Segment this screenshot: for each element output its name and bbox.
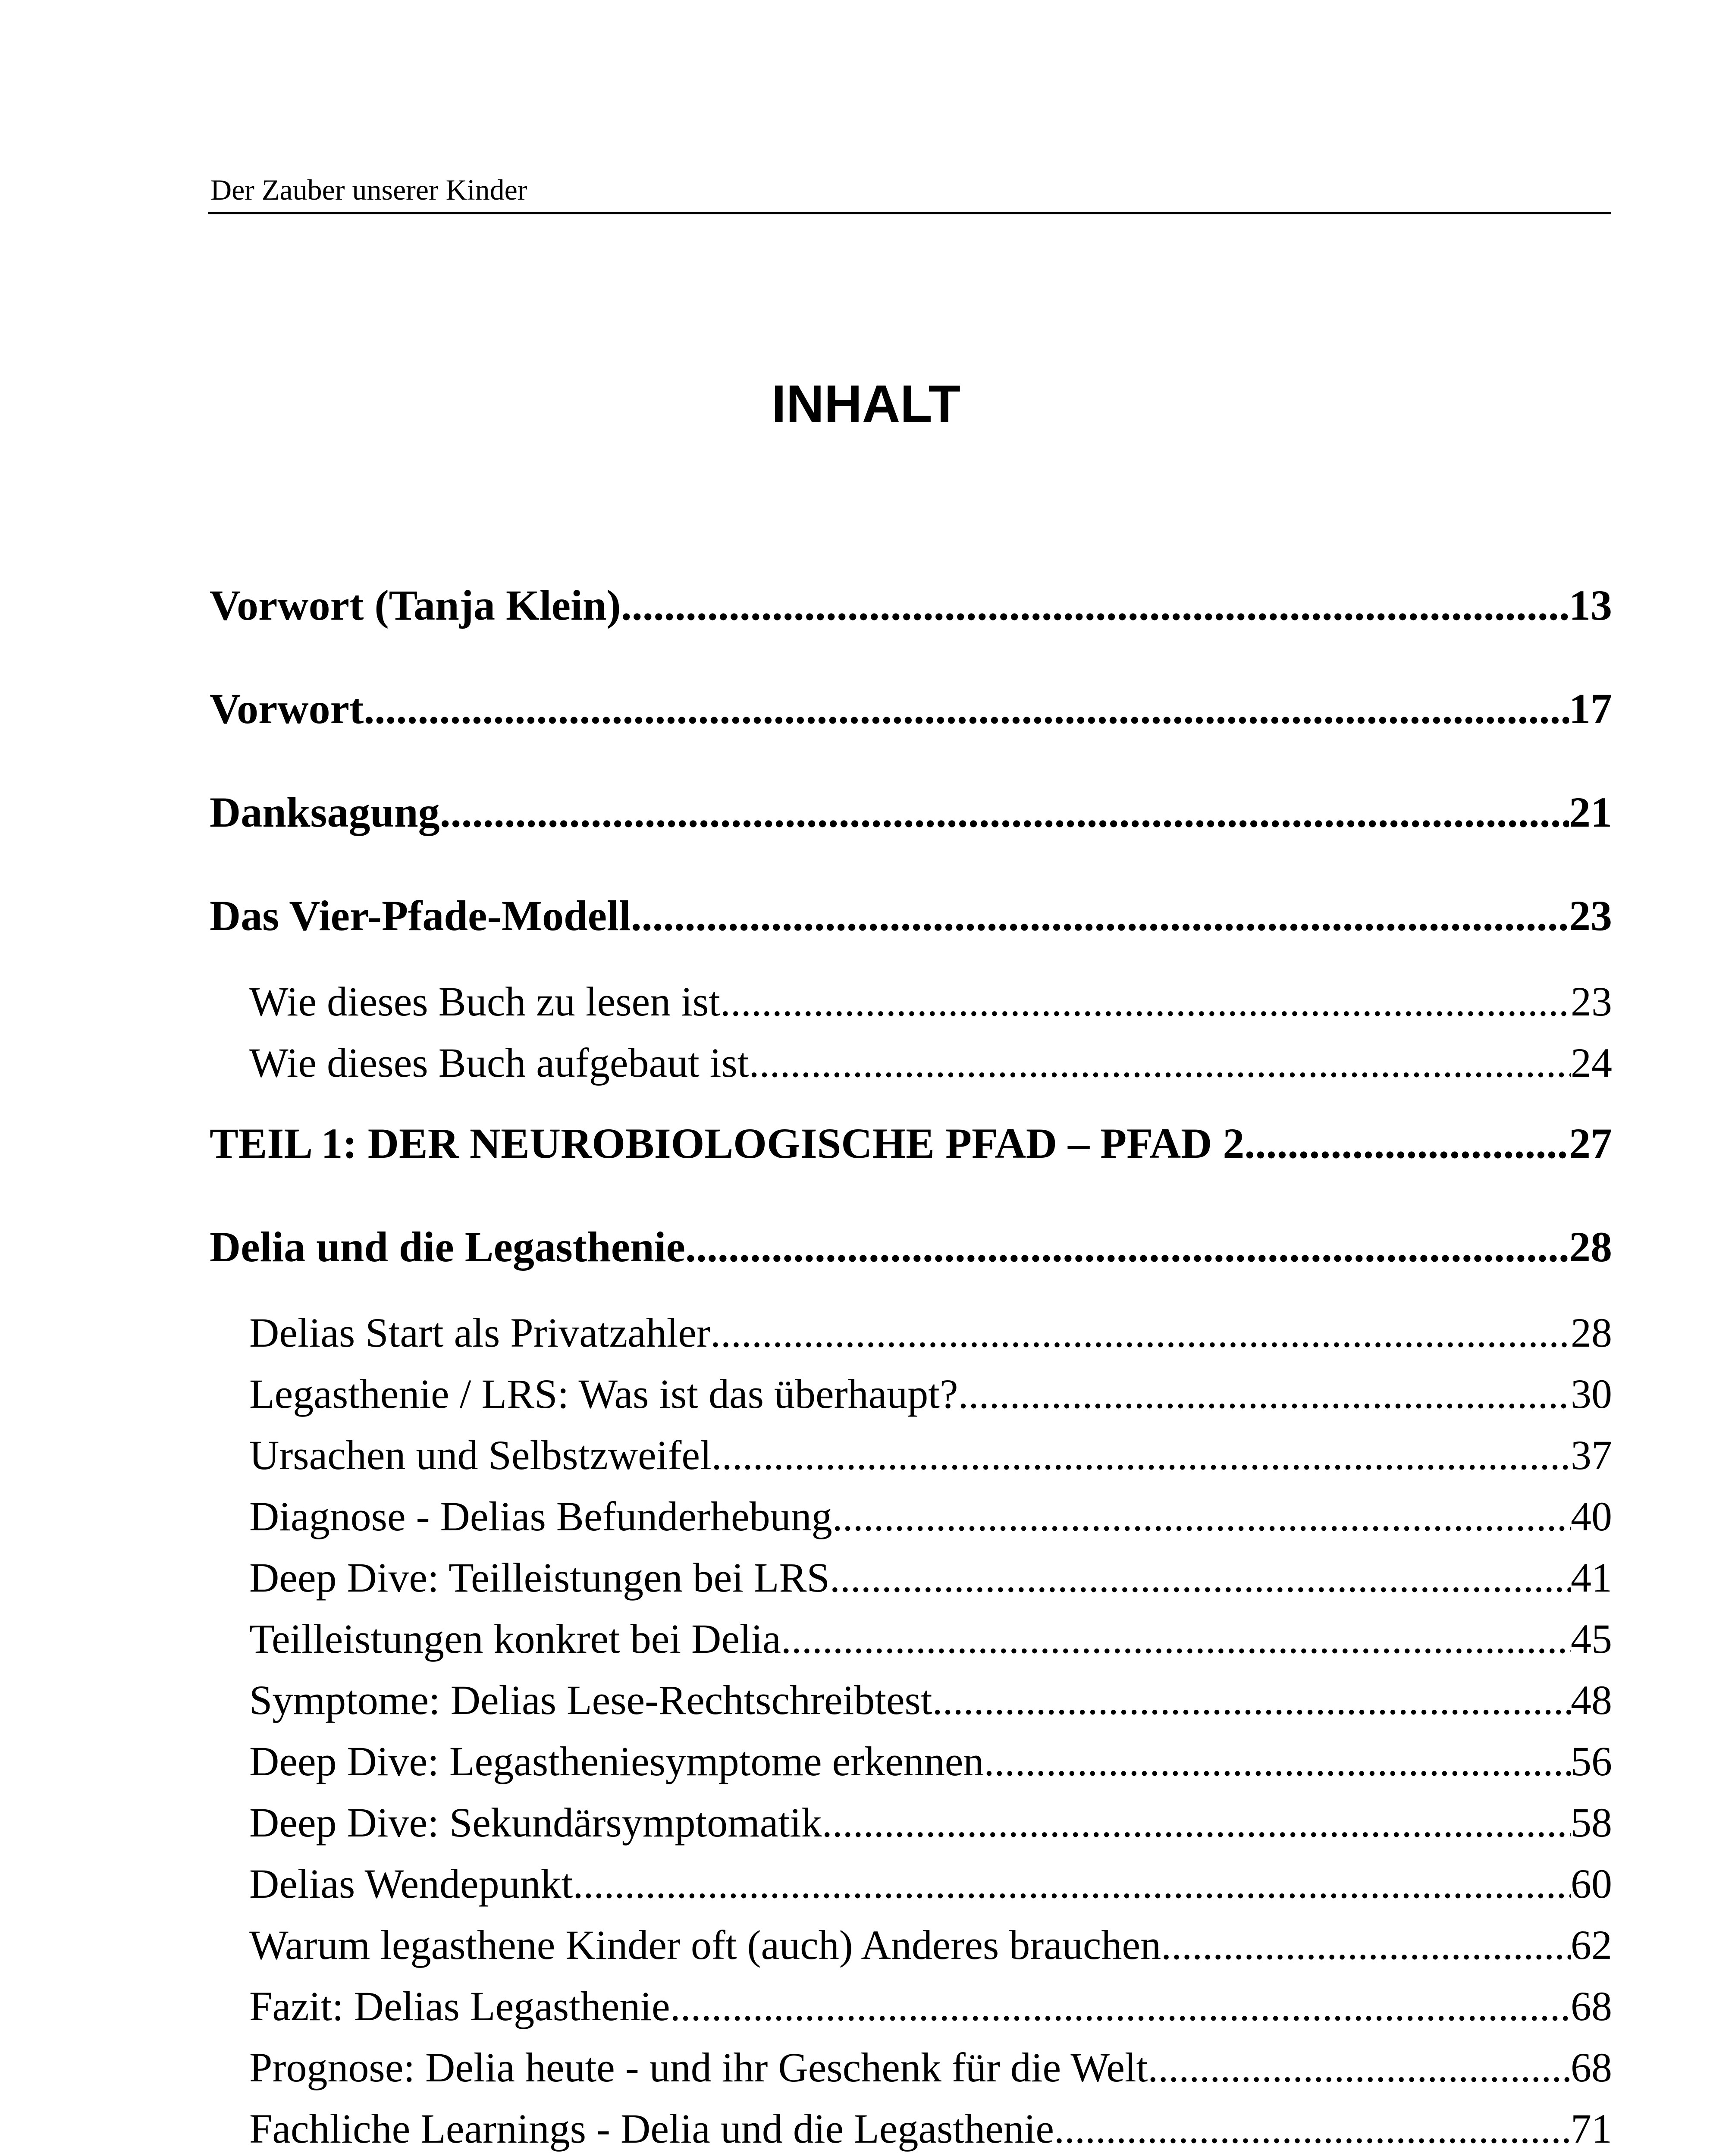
toc-entry-title: Deep Dive: Teilleistungen bei LRS xyxy=(249,1554,830,1601)
toc-entry[interactable] xyxy=(249,977,1612,1026)
toc-dot-leader xyxy=(958,1369,1571,1419)
toc-entry-page: 23 xyxy=(1571,978,1612,1025)
toc-entry[interactable] xyxy=(249,1676,1612,1725)
toc-dot-leader xyxy=(1161,1921,1571,1970)
toc-entry-title: Deep Dive: Legastheniesymptome erkennen xyxy=(249,1738,984,1784)
toc-entry[interactable] xyxy=(210,580,1612,631)
toc-entry-page: 58 xyxy=(1571,1799,1612,1846)
toc-entry-title: Fazit: Delias Legasthenie xyxy=(249,1983,670,2029)
toc-entry-page: 40 xyxy=(1571,1493,1612,1539)
toc-entry[interactable] xyxy=(249,2104,1612,2153)
toc-entry-title: Diagnose - Delias Befunderhebung xyxy=(249,1493,832,1539)
toc-dot-leader xyxy=(710,1308,1571,1357)
toc-entry[interactable] xyxy=(249,1369,1612,1419)
toc-entry-title: Ursachen und Selbstzweifel xyxy=(249,1432,712,1478)
toc-entry-page: 68 xyxy=(1571,1983,1612,2029)
toc-entry-page: 37 xyxy=(1571,1432,1612,1478)
toc-dot-leader xyxy=(440,787,1569,838)
toc-entry-page: 68 xyxy=(1571,2044,1612,2090)
toc-entry-page: 13 xyxy=(1569,581,1612,629)
toc-dot-leader xyxy=(832,1492,1571,1541)
toc-dot-leader xyxy=(830,1553,1571,1602)
toc-entry-title: Deep Dive: Sekundärsymptomatik xyxy=(249,1799,822,1846)
toc-entry-page: 71 xyxy=(1571,2106,1612,2152)
toc-entry-page: 30 xyxy=(1571,1371,1612,1417)
toc-entry-page: 41 xyxy=(1571,1554,1612,1601)
toc-entry-page: 27 xyxy=(1569,1119,1612,1167)
toc-entry[interactable] xyxy=(210,683,1612,735)
toc-entry[interactable] xyxy=(249,1921,1612,1970)
toc-dot-leader xyxy=(670,1982,1571,2031)
toc-entry-title: Vorwort xyxy=(210,685,364,733)
toc-entry[interactable] xyxy=(249,1798,1612,1847)
toc-entry-page: 23 xyxy=(1569,892,1612,940)
toc-dot-leader xyxy=(1054,2104,1571,2153)
toc-entry[interactable] xyxy=(210,890,1612,942)
toc-entry[interactable] xyxy=(249,1431,1612,1480)
toc-entry-title: Teilleistungen konkret bei Delia xyxy=(249,1616,781,1662)
toc-entry[interactable] xyxy=(249,1614,1612,1664)
toc-entry-title: Vorwort (Tanja Klein) xyxy=(210,581,621,629)
toc-dot-leader xyxy=(1244,1118,1569,1169)
toc-entry-title: Symptome: Delias Lese-Rechtschreibtest xyxy=(249,1677,932,1723)
toc-entry-title: Das Vier-Pfade-Modell xyxy=(210,892,631,940)
toc-entry-title: Warum legasthene Kinder oft (auch) Anderes brauchen xyxy=(249,1922,1161,1968)
toc-entry-title: TEIL 1: DER NEUROBIOLOGISCHE PFAD – PFAD 2 xyxy=(210,1119,1245,1167)
toc-entry-title: Wie dieses Buch zu lesen ist xyxy=(249,978,720,1025)
toc-entry-page: 60 xyxy=(1571,1861,1612,1907)
toc-entry-title: Fachliche Learnings - Delia und die Legasthenie xyxy=(249,2106,1054,2152)
toc-dot-leader xyxy=(781,1614,1571,1664)
toc-dot-leader xyxy=(621,580,1569,631)
toc-entry-page: 17 xyxy=(1569,685,1612,733)
toc-entry-page: 62 xyxy=(1571,1922,1612,1968)
toc-entry-title: Legasthenie / LRS: Was ist das überhaupt? xyxy=(249,1371,958,1417)
toc-entry[interactable] xyxy=(249,1492,1612,1541)
toc-entry[interactable] xyxy=(249,1553,1612,1602)
toc-entry-page: 28 xyxy=(1571,1310,1612,1356)
toc-entry-title: Delias Start als Privatzahler xyxy=(249,1310,710,1356)
toc-dot-leader xyxy=(364,683,1569,735)
toc-entry-title: Danksagung xyxy=(210,788,440,836)
toc-dot-leader xyxy=(720,977,1571,1026)
toc-dot-leader xyxy=(631,890,1569,942)
toc-entry[interactable] xyxy=(210,787,1612,838)
toc-entry[interactable] xyxy=(249,1982,1612,2031)
toc-dot-leader xyxy=(822,1798,1571,1847)
toc-entry-page: 21 xyxy=(1569,788,1612,836)
toc-entry-title: Wie dieses Buch aufgebaut ist xyxy=(249,1040,749,1086)
toc-entry-page: 45 xyxy=(1571,1616,1612,1662)
toc-entry-page: 56 xyxy=(1571,1738,1612,1784)
toc-dot-leader xyxy=(573,1859,1571,1908)
toc-heading: INHALT xyxy=(771,374,961,433)
toc-entry[interactable] xyxy=(210,1221,1612,1273)
toc-entry-title: Delia und die Legasthenie xyxy=(210,1223,685,1271)
toc-dot-leader xyxy=(932,1676,1571,1725)
toc-entry[interactable] xyxy=(249,1038,1612,1087)
toc-dot-leader xyxy=(1148,2043,1571,2092)
toc-entry[interactable] xyxy=(249,1308,1612,1357)
running-title: Der Zauber unserer Kinder xyxy=(210,173,527,206)
toc-entry-page: 28 xyxy=(1569,1223,1612,1271)
toc-dot-leader xyxy=(984,1737,1571,1786)
toc-entry-page: 48 xyxy=(1571,1677,1612,1723)
toc-entry[interactable] xyxy=(249,1859,1612,1908)
toc-dot-leader xyxy=(749,1038,1571,1087)
toc-entry-title: Prognose: Delia heute - und ihr Geschenk für die Welt xyxy=(249,2044,1148,2090)
toc-entry-page: 24 xyxy=(1571,1040,1612,1086)
toc-dot-leader xyxy=(712,1431,1571,1480)
toc-entry[interactable] xyxy=(210,1118,1612,1169)
toc-entry-title: Delias Wendepunkt xyxy=(249,1861,573,1907)
toc-entry[interactable] xyxy=(249,1737,1612,1786)
toc-entry[interactable] xyxy=(249,2043,1612,2092)
toc-dot-leader xyxy=(685,1221,1569,1273)
